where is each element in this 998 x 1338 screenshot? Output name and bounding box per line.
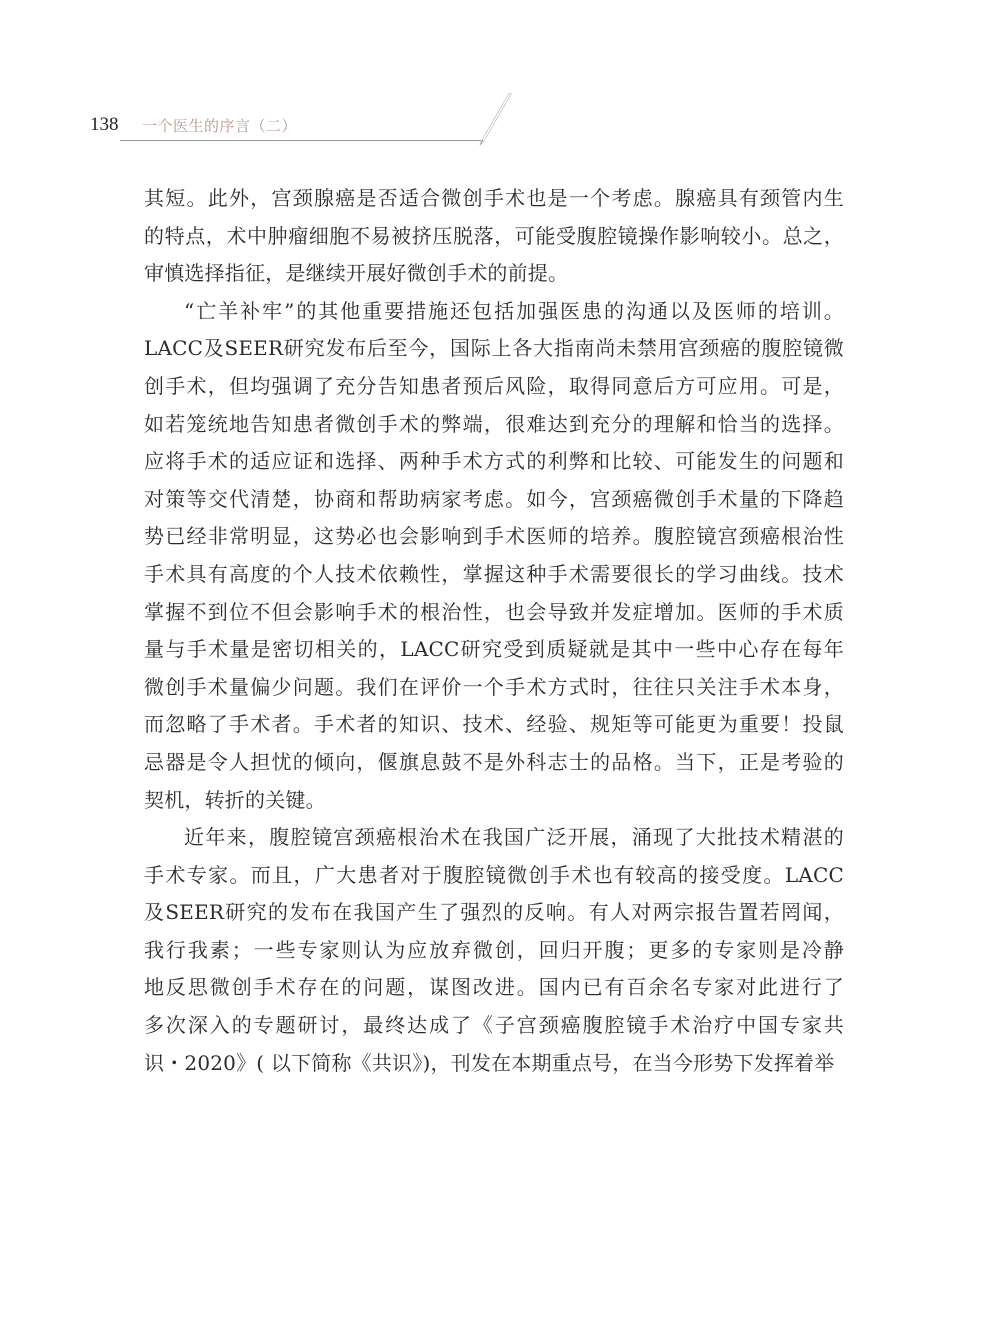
text-line: 近年来，腹腔镜宫颈癌根治术在我国广泛开展，涌现了大批技术精湛的 (184, 825, 844, 850)
body-text (144, 180, 844, 1082)
text-line: 地反思微创手术存在的问题，谋图改进。国内已有百余名专家对此进行了 (144, 975, 844, 1000)
text-line: 其短。此外，宫颈腺癌是否适合微创手术也是一个考虑。腺癌具有颈管内生 (144, 186, 844, 210)
text-line: “亡羊补牢”的其他重要措施还包括加强医患的沟通以及医师的培训。 (184, 298, 844, 323)
page-number: 138 (90, 114, 119, 135)
text-line: 创手术，但均强调了充分告知患者预后风险，取得同意后方可应用。可是， (144, 373, 844, 398)
paragraph (144, 819, 844, 1082)
text-line: 如若笼统地告知患者微创手术的弊端，很难达到充分的理解和恰当的选择。 (144, 411, 844, 436)
text-line: 量与手术量是密切相关的，LACC研究受到质疑就是其中一些中心存在每年 (144, 637, 844, 662)
paragraph (144, 293, 844, 819)
header-rule (120, 140, 482, 141)
text-line: 掌握不到位不但会影响手术的根治性，也会导致并发症增加。医师的手术质 (144, 599, 844, 624)
text-line: 多次深入的专题研讨，最终达成了《子宫颈癌腹腔镜手术治疗中国专家共 (144, 1013, 844, 1038)
running-header (90, 112, 510, 142)
text-line: 势已经非常明显，这势必也会影响到手术医师的培养。腹腔镜宫颈癌根治性 (144, 524, 844, 549)
paragraph (144, 180, 844, 293)
text-line: 手术专家。而且，广大患者对于腹腔镜微创手术也有较高的接受度。LACC (144, 862, 844, 887)
text-line: 忌器是令人担忧的倾向，偃旗息鼓不是外科志士的品格。当下，正是考验的 (144, 749, 844, 774)
text-line: 审慎选择指征，是继续开展好微创手术的前提。 (144, 261, 569, 286)
running-title: 一个医生的序言（二） (142, 117, 298, 135)
text-line: 及SEER研究的发布在我国产生了强烈的反响。有人对两宗报告置若罔闻， (144, 900, 844, 925)
text-line: 微创手术量偏少问题。我们在评价一个手术方式时，往往只关注手术本身， (144, 674, 844, 699)
pen-icon (476, 90, 516, 146)
text-line: 应将手术的适应证和选择、两种手术方式的利弊和比较、可能发生的问题和 (144, 449, 844, 474)
text-line: 识・2020》( 以下简称《共识》)，刊发在本期重点号，在当今形势下发挥着举 (144, 1050, 835, 1075)
text-line: 对策等交代清楚，协商和帮助病家考虑。如今，宫颈癌微创手术量的下降趋 (144, 486, 844, 511)
text-line: LACC及SEER研究发布后至今，国际上各大指南尚未禁用宫颈癌的腹腔镜微 (144, 336, 844, 361)
text-line: 我行我素；一些专家则认为应放弃微创，回归开腹；更多的专家则是冷静 (144, 937, 844, 962)
text-line: 的特点，术中肿瘤细胞不易被挤压脱落，可能受腹腔镜操作影响较小。总之， (144, 223, 844, 248)
text-line: 契机，转折的关键。 (144, 787, 326, 812)
text-line: 手术具有高度的个人技术依赖性，掌握这种手术需要很长的学习曲线。技术 (144, 561, 844, 586)
text-line: 而忽略了手术者。手术者的知识、技术、经验、规矩等可能更为重要！投鼠 (144, 712, 844, 737)
